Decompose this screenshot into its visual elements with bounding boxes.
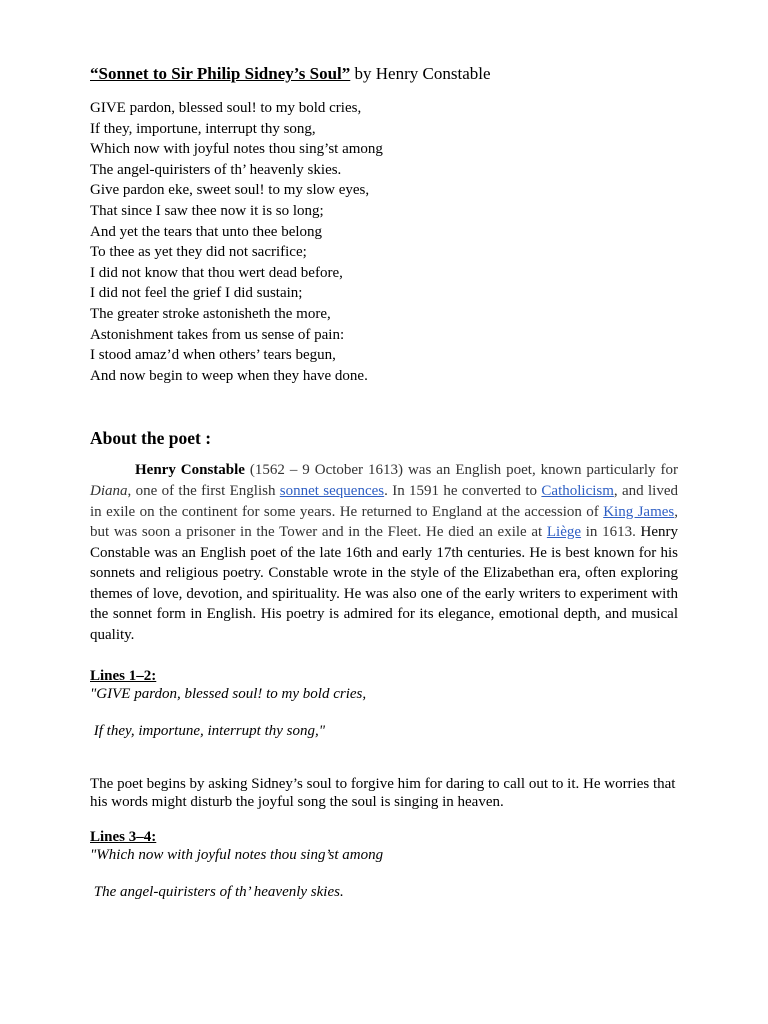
section-quote: The angel-quiristers of th’ heavenly skies. — [90, 883, 344, 900]
bio-text: in 1613. — [581, 524, 636, 541]
poem-title — [90, 62, 678, 86]
bio-text: , but was soon a prisoner in the Tower and in the Fleet. He died an exile at — [90, 503, 678, 541]
sonnet-sequences-link[interactable]: sonnet sequences — [279, 482, 385, 499]
bio-text: Henry Constable was an English poet of the late 16th and early 17th centuries. He is best known for his sonnets and religious poetry. Constable wrote in the style of the Elizabethan era, often exploring themes of love, devotion, and spirituality. He was also one of the early writers to experiment with the sonnet form in English. His poetry is admired for its elegance, emotional depth, and musical quality. — [90, 524, 678, 644]
poet-name: Henry Constable — [135, 462, 245, 479]
poem-line: I did not feel the grief I did sustain; — [90, 285, 303, 302]
document-page — [90, 62, 678, 901]
bio-text: (1562 – 9 October 1613) was an English poet, known particularly for — [244, 462, 678, 479]
section-heading: Lines 1–2: — [90, 667, 157, 684]
lines-1-2-section — [90, 667, 678, 811]
poem-line: The greater stroke astonisheth the more, — [90, 305, 331, 322]
poem-line: And yet the tears that unto thee belong — [90, 223, 323, 240]
poem-line: If they, importune, interrupt thy song, — [90, 120, 316, 137]
bio-text: , one of the first English — [127, 482, 280, 499]
poem-line: Which now with joyful notes thou sing’st among — [90, 141, 383, 158]
poem-line: Astonishment takes from us sense of pain: — [90, 326, 345, 343]
about-heading: About the poet : — [90, 428, 212, 449]
poem-line: To thee as yet they did not sacrifice; — [90, 244, 307, 261]
section-heading: Lines 3–4: — [90, 828, 157, 845]
king-james-link[interactable]: King James — [603, 503, 675, 520]
catholicism-link[interactable]: Catholicism — [541, 482, 614, 499]
poem-text — [90, 98, 678, 386]
section-quote: "Which now with joyful notes thou sing’st among — [90, 846, 384, 863]
poem-title-main: “Sonnet to Sir Philip Sidney’s Soul” — [90, 64, 351, 83]
lines-3-4-section — [90, 828, 678, 901]
poem-line: I did not know that thou wert dead before, — [90, 264, 343, 281]
poem-line: And now begin to weep when they have done. — [90, 367, 368, 384]
poem-author: by Henry Constable — [350, 64, 491, 83]
poem-line: I stood amaz’d when others’ tears begun, — [90, 347, 336, 364]
poem-line: GIVE pardon, blessed soul! to my bold cries, — [90, 100, 362, 116]
bio-diana-title: Diana — [90, 482, 128, 499]
poem-line: That since I saw thee now it is so long; — [90, 202, 324, 219]
liege-link[interactable]: Liège — [546, 524, 582, 541]
section-explanation: The poet begins by asking Sidney’s soul to forgive him for daring to call out to it. He worries that his words might disturb the joyful song the soul is singing in heaven. — [90, 775, 676, 810]
section-quote: If they, importune, interrupt thy song," — [90, 722, 326, 739]
bio-text: . In 1591 he converted to — [384, 482, 542, 499]
poem-line: Give pardon eke, sweet soul! to my slow eyes, — [90, 182, 370, 199]
bio-text: , and lived in exile on the continent for some years. He returned to England at the accession of — [90, 482, 678, 520]
poem-line: The angel-quiristers of th’ heavenly skies. — [90, 161, 342, 178]
section-quote: "GIVE pardon, blessed soul! to my bold cries, — [90, 685, 367, 702]
poet-biography — [90, 460, 678, 645]
